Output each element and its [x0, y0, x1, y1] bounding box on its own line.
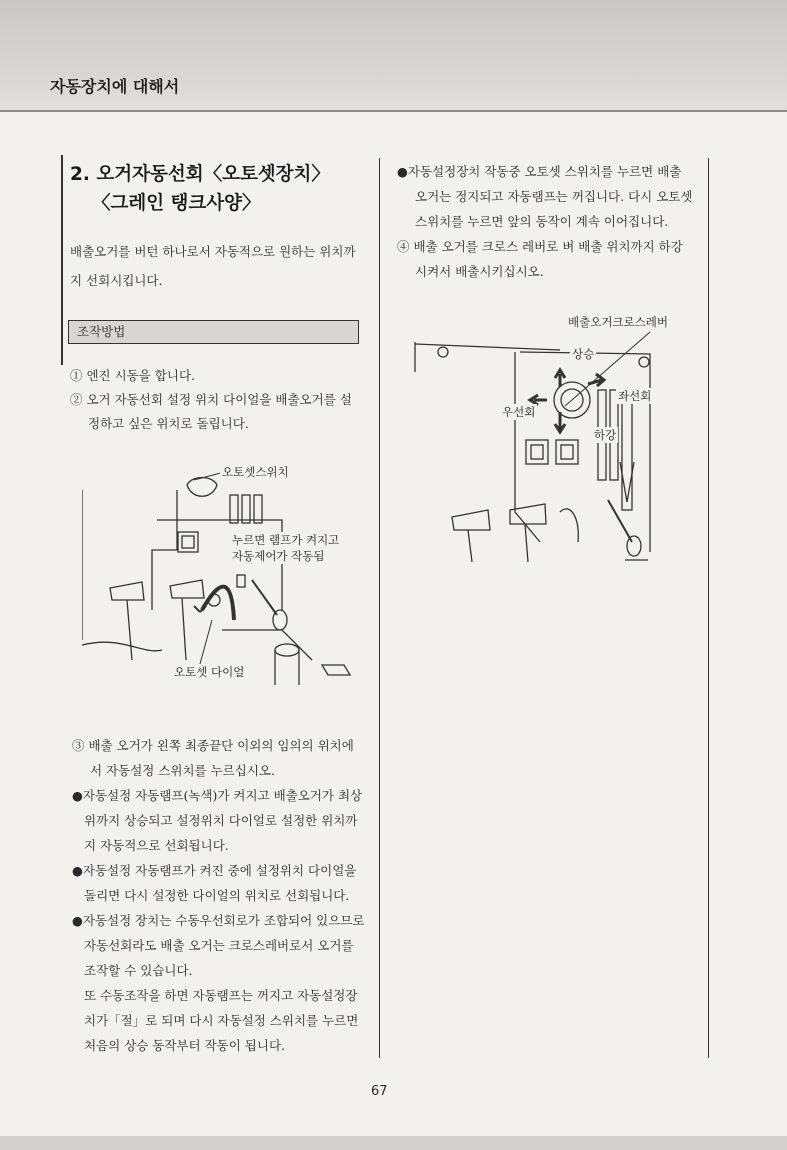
- cross-lever-label: 배출오거크로스레버: [568, 315, 668, 329]
- bullet-line: 지 자동적으로 선회됩니다.: [84, 838, 229, 853]
- lamp-label-line2: 자동제어가 작동됨: [232, 549, 325, 563]
- step-line: ① 엔진 시동을 합니다.: [70, 368, 195, 383]
- intro-line: 배출오거를 버턴 하나로서 자동적으로 원하는 위치까: [70, 244, 356, 259]
- bullet-line: ●자동설정 자동램프(녹색)가 켜지고 배출오거가 최상: [72, 788, 363, 803]
- step-line: ② 오거 자동선회 설정 위치 다이얼을 배출오거를 설: [70, 392, 352, 407]
- raise-label: 상승: [572, 347, 595, 361]
- section-title-line2: 〈그레인 탱크사양〉: [92, 193, 261, 214]
- left-turn-label: 좌선회: [618, 389, 652, 403]
- header-band: [0, 0, 787, 112]
- right-column-rule: [708, 158, 709, 1058]
- right-column-text: [397, 159, 707, 284]
- bullet-line: 또 수동조작을 하면 자동램프는 꺼지고 자동설정장: [84, 988, 358, 1003]
- right-turn-label: 우선회: [502, 405, 536, 419]
- autoset-switch-figure: [82, 460, 372, 700]
- lower-label: 하강: [594, 428, 617, 442]
- left-column-rule: [61, 155, 63, 365]
- bullet-line: 치가「절」로 되며 다시 자동설정 스위치를 누르면: [84, 1013, 359, 1028]
- left-steps-bottom: [72, 733, 372, 1058]
- cross-lever-illustration: [410, 312, 700, 572]
- step-line: ④ 배출 오거를 크로스 레버로 벼 배출 위치까지 하강: [397, 239, 683, 254]
- step-line: ③ 배출 오거가 왼쪽 최종끝단 이외의 임의의 위치에: [72, 738, 354, 753]
- bullet-line: 돌리면 다시 설정한 다이얼의 위치로 선회됩니다.: [84, 888, 350, 903]
- bullet-line: 자동선회라도 배출 오거는 크로스레버로서 오거를: [84, 938, 354, 953]
- bullet-line: 스위치를 누르면 앞의 동작이 계속 이어집니다.: [415, 214, 669, 229]
- page-number: 67: [371, 1084, 388, 1099]
- bullet-line: 조작할 수 있습니다.: [84, 963, 193, 978]
- bullet-line: ●자동설정 자동램프가 켜진 중에 설정위치 다이얼을: [72, 863, 357, 878]
- bullet-line: ●자동설정장치 작동중 오토셋 스위치를 누르면 배출: [397, 164, 682, 179]
- autoset-switch-label: 오토셋스위치: [222, 465, 289, 479]
- step-line: 서 자동설정 스위치를 누르십시오.: [90, 763, 275, 778]
- page-header-title: 자동장치에 대해서: [50, 77, 180, 96]
- section-title-line1: 2. 오거자동선회〈오토셋장치〉: [70, 164, 330, 185]
- method-heading-box: 조작방법: [68, 320, 359, 344]
- step-line: 시켜서 배출시키십시오.: [415, 264, 544, 279]
- section-title: [70, 160, 330, 218]
- lamp-label-line1: 누르면 램프가 켜지고: [232, 533, 340, 547]
- bullet-line: 위까지 상승되고 설정위치 다이얼로 설정한 위치까: [84, 813, 358, 828]
- footer-band: [0, 1136, 787, 1150]
- step-line: 정하고 싶은 위치로 돌립니다.: [88, 416, 249, 431]
- autoset-dial-label: 오토셋 다이얼: [174, 665, 245, 679]
- intro-paragraph: [70, 237, 370, 295]
- bullet-line: 처음의 상승 동작부터 작동이 됩니다.: [84, 1038, 285, 1053]
- cross-lever-figure: [410, 312, 700, 572]
- center-column-rule: [379, 158, 380, 1058]
- bullet-line: 오거는 정지되고 자동램프는 꺼집니다. 다시 오토셋: [415, 189, 693, 204]
- bullet-line: ●자동설정 장치는 수동우선회로가 조합되어 있으므로: [72, 913, 365, 928]
- intro-line: 지 선회시킵니다.: [70, 273, 163, 288]
- left-steps-top: [70, 364, 370, 436]
